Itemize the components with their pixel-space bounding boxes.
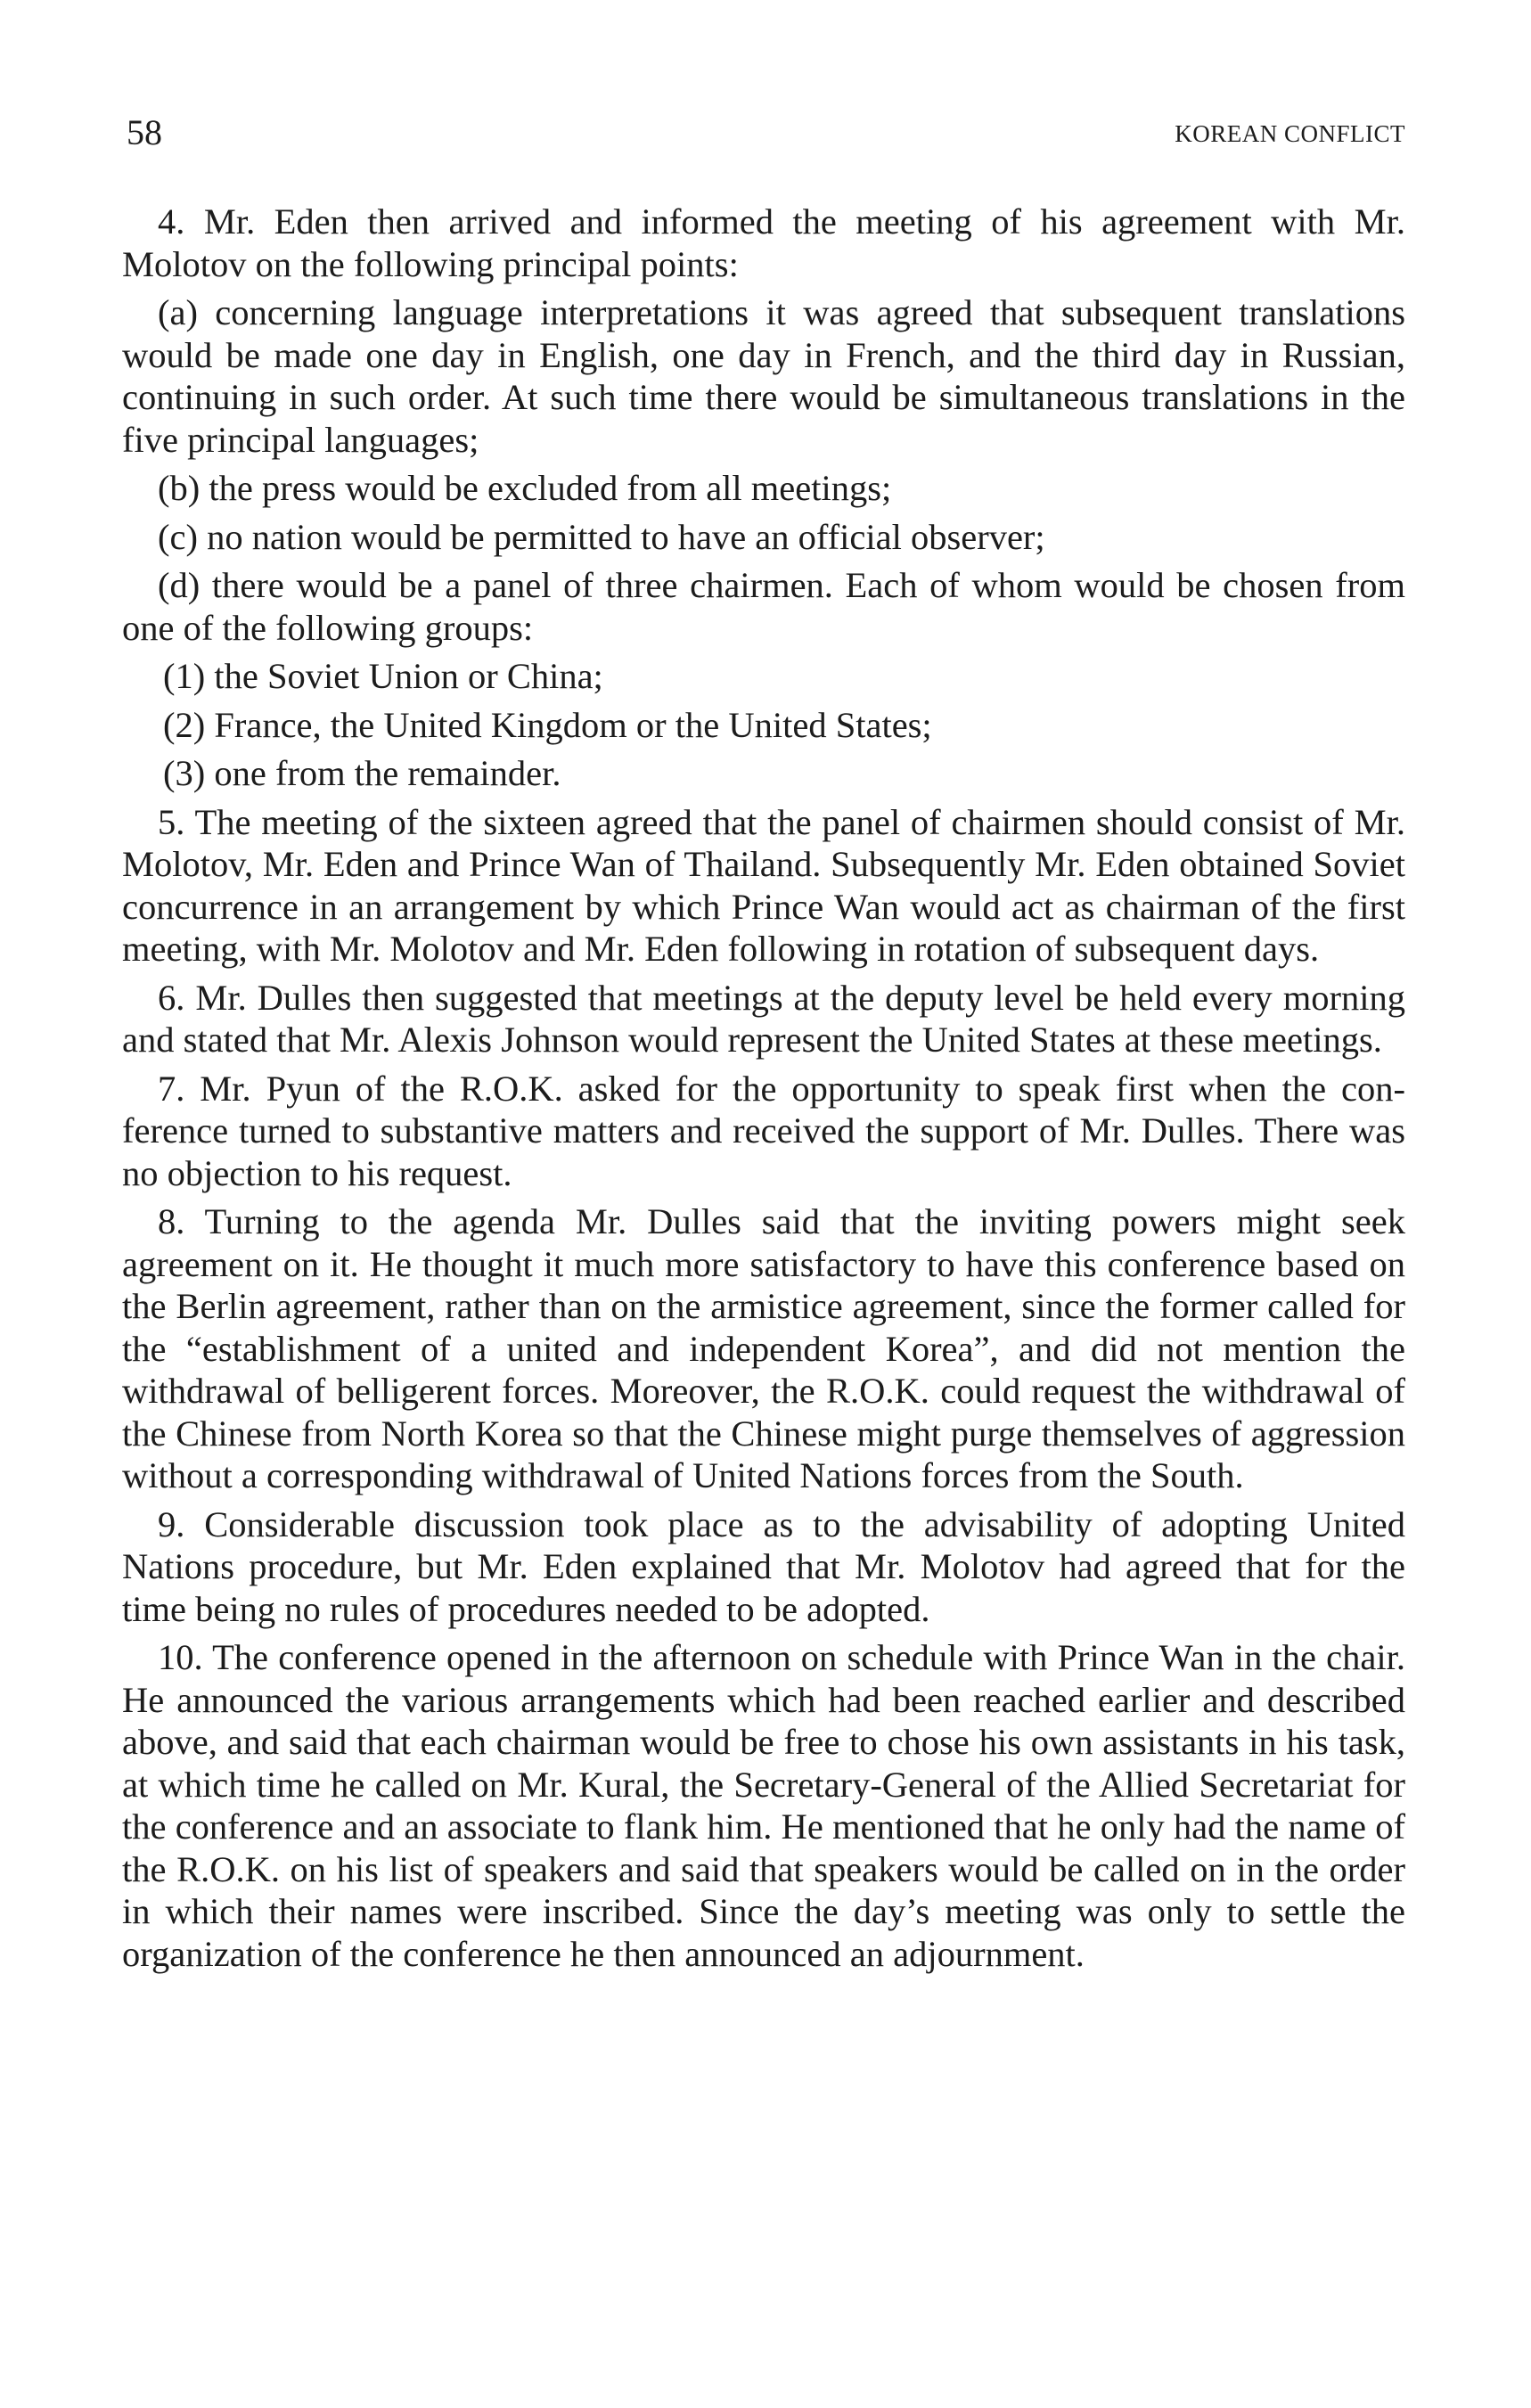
paragraph-4b: (b) the press would be excluded from all meetings; xyxy=(158,468,892,508)
paragraph-4d-1: (1) the Soviet Union or China; xyxy=(163,656,603,696)
paragraph-7: 7. Mr. Pyun of the R.O.K. asked for the opportunity to speak first when the conference turned to substantive matters and received the support of Mr. Dulles. There was no objection to his request. xyxy=(122,1068,1405,1193)
document-page xyxy=(122,0,1405,2408)
running-head xyxy=(122,111,1405,155)
paragraph-10: 10. The conference opened in the afternoon on schedule with Prince Wan in the chair. He announced the various arrangements which had been reached earlier and described above, and said that each chairman would be free to chose his own assistants in his task, at which time he called on Mr. Kural, the Secretary-General of the Allied Secretariat for the conference and an associate to flank him. He mentioned that he only had the name of the R.O.K. on his list of speakers and said that speakers would be called on in the order in which their names were inscribed. Since the day’s meeting was only to settle the organization of the conference he then announced an adjournment. xyxy=(122,1637,1405,1974)
page-number: 58 xyxy=(127,112,162,152)
paragraph-5: 5. The meeting of the sixteen agreed that the panel of chairmen should consist of Mr. Molotov, Mr. Eden and Prince Wan of Thailand. Subsequently Mr. Eden obtained Soviet concurrence in an arrangement by which Prince Wan would act as chairman of the first meeting, with Mr. Molotov and Mr. Eden following in rotation of subsequent days. xyxy=(122,801,1405,969)
paragraph-4a: (a) concerning language interpretations it was agreed that subsequent translations would be made one day in English, one day in French, and the third day in Russian, continuing in such order. At such time there would be simultaneous translations in the five principal languages; xyxy=(122,292,1405,460)
paragraph-4d-2: (2) France, the United Kingdom or the United States; xyxy=(163,704,932,745)
paragraph-4c: (c) no nation would be permitted to have an official observer; xyxy=(158,516,1045,557)
paragraph-8: 8. Turning to the agenda Mr. Dulles said that the inviting powers might seek agreement on it. He thought it much more satisfactory to have this conference based on the Berlin agreement, rather than on the armistice agreement, since the former called for the “establishment of a united and independent Korea”, and did not mention the withdrawal of belligerent forces. Moreover, the R.O.K. could request the withdrawal of the Chinese from North Korea so that the Chinese might purge themselves of aggression without a corresponding withdrawal of United Nations forces from the South. xyxy=(122,1201,1405,1495)
running-title: KOREAN CONFLICT xyxy=(1175,120,1405,147)
paragraph-9: 9. Considerable discussion took place as to the advisability of adopting United Nations procedure, but Mr. Eden explained that Mr. Molotov had agreed that for the time being no rules of procedures needed to be adopted. xyxy=(122,1503,1405,1629)
paragraph-4d-3: (3) one from the remainder. xyxy=(163,753,561,793)
paragraph-4: 4. Mr. Eden then arrived and informed the meeting of his agreement with Mr. Molotov on the following principal points: xyxy=(122,201,1405,284)
paragraph-4d: (d) there would be a panel of three chairmen. Each of whom would be chosen from one of the following groups: xyxy=(122,565,1405,648)
body-text xyxy=(122,201,1405,1981)
paragraph-6: 6. Mr. Dulles then suggested that meetings at the deputy level be held every morning and stated that Mr. Alexis Johnson would represent the United States at these meetings. xyxy=(122,977,1405,1060)
